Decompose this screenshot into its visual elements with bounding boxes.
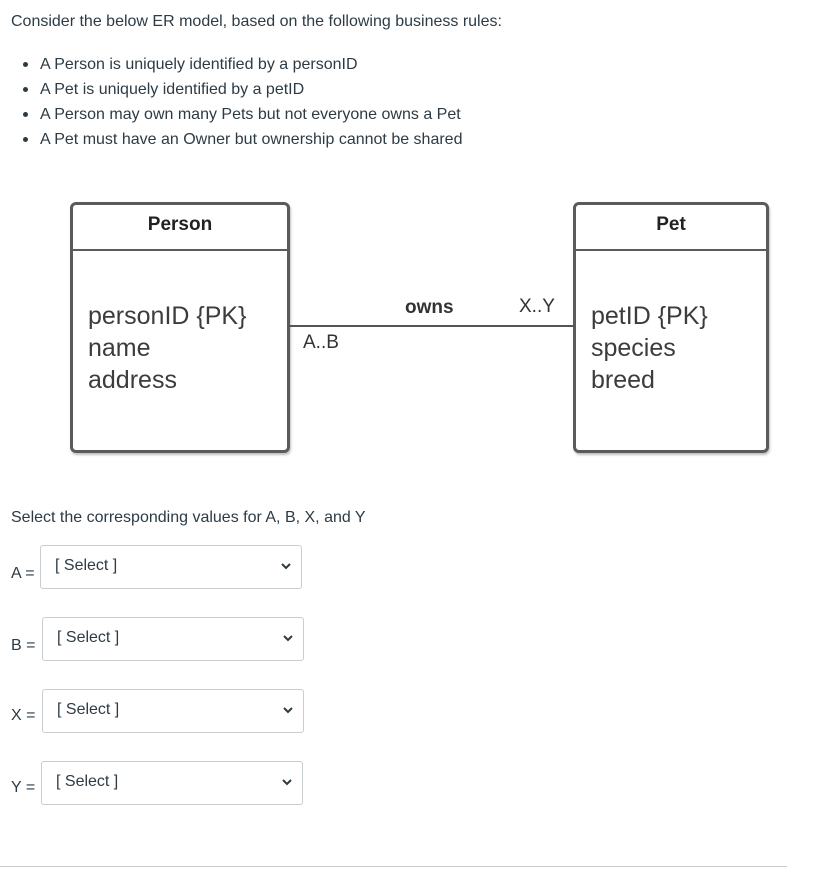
relationship-name: owns: [405, 297, 454, 318]
person-attribute: address: [88, 366, 177, 394]
business-rules-list: [17, 52, 462, 152]
pet-entity-title: Pet: [576, 205, 766, 251]
rule-item: A Person may own many Pets but not everyone owns a Pet: [17, 102, 462, 127]
select-value: [ Select ]: [57, 701, 120, 718]
select-label: X =: [11, 707, 36, 724]
select-x-dropdown[interactable]: [42, 689, 304, 733]
select-value: [ Select ]: [56, 773, 119, 790]
select-label: B =: [11, 637, 36, 654]
select-value: [ Select ]: [55, 557, 118, 574]
rule-item: A Person is uniquely identified by a personID: [17, 52, 462, 77]
select-b-dropdown[interactable]: [42, 617, 304, 661]
relationship-line: [288, 325, 575, 327]
person-entity: [70, 202, 290, 453]
bottom-divider: [0, 866, 787, 867]
select-y-dropdown[interactable]: [41, 761, 303, 805]
chevron-down-icon: [281, 703, 295, 717]
select-label: A =: [11, 565, 35, 582]
pet-attribute: breed: [591, 366, 655, 394]
chevron-down-icon: [279, 559, 293, 573]
pet-multiplicity-label: X..Y: [519, 296, 555, 317]
person-entity-title: Person: [73, 205, 287, 251]
pet-attribute: petID {PK}: [591, 302, 708, 330]
rule-item: A Pet must have an Owner but ownership cannot be shared: [17, 127, 462, 152]
select-a-dropdown[interactable]: [40, 545, 302, 589]
pet-attribute: species: [591, 334, 676, 362]
person-multiplicity-label: A..B: [303, 332, 339, 353]
select-value: [ Select ]: [57, 629, 120, 646]
chevron-down-icon: [281, 631, 295, 645]
rule-item: A Pet is uniquely identified by a petID: [17, 77, 462, 102]
pet-entity: [573, 202, 769, 453]
question-text: Select the corresponding values for A, B, X, and Y: [11, 509, 366, 526]
person-attribute: personID {PK}: [88, 302, 247, 330]
person-attribute: name: [88, 334, 151, 362]
chevron-down-icon: [280, 775, 294, 789]
intro-text: Consider the below ER model, based on the following business rules:: [11, 13, 502, 30]
select-label: Y =: [11, 779, 36, 796]
